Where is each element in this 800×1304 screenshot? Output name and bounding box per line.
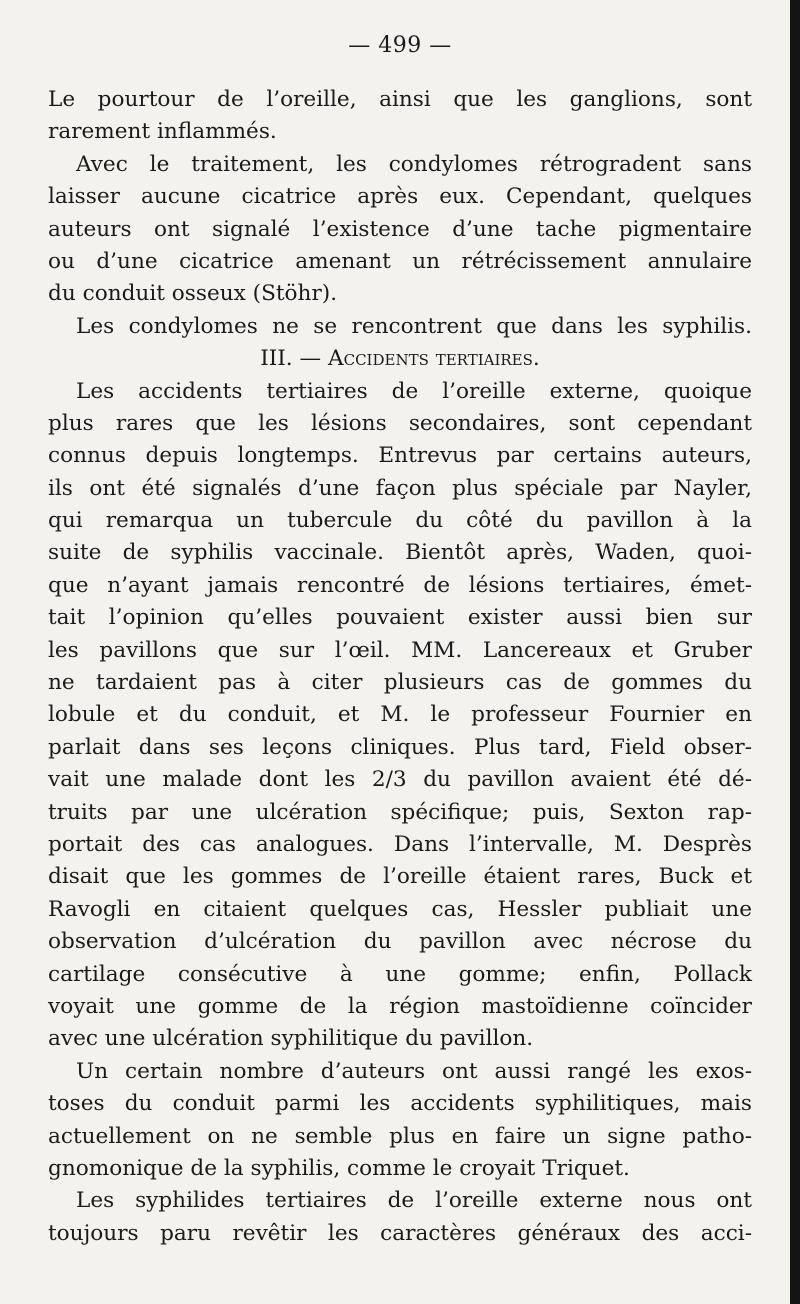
page-edge-shadow [790,0,800,1304]
text-line: Le pourtour de l’oreille, ainsi que les ganglions, sont [48,87,752,112]
text-line: ou d’une cicatrice amenant un rétrécissement annulaire [48,248,752,274]
text-line: ne tardaient pas à citer plusieurs cas de gommes du [48,670,752,696]
text-line: vait une malade dont les 2/3 du pavillon avaient été dé- [48,767,752,793]
text-line: auteurs ont signalé l’existence d’une tache pigmentaire [48,216,752,242]
body-text [48,84,752,1250]
text-line: rarement inflammés. [48,119,277,145]
text-line: lobule et du conduit, et M. le professeur Fournier en [48,702,752,728]
text-line: du conduit osseux (Stöhr). [48,281,338,307]
text-line: truits par une ulcération spécifique; puis, Sexton rap- [48,799,752,825]
text-line: suite de syphilis vaccinale. Bientôt après, Waden, quoi- [48,540,752,566]
text-line: tait l’opinion qu’elles pouvaient exister aussi bien sur [48,605,752,631]
text-line: toujours paru revêtir les caractères généraux des acci- [48,1220,752,1246]
text-line: Les condylomes ne se rencontrent que dans les syphilis. [76,313,752,339]
text-line: les pavillons que sur l’œil. MM. Lancereaux et Gruber [48,637,752,663]
text-line: disait que les gommes de l’oreille étaient rares, Buck et [48,864,752,890]
text-line: actuellement on ne semble plus en faire un signe patho- [48,1123,752,1149]
text-line: portait des cas analogues. Dans l’intervalle, M. Desprès [48,831,752,857]
text-line: parlait dans ses leçons cliniques. Plus tard, Field obser- [48,734,752,760]
text-line: observation d’ulcération du pavillon avec nécrose du [48,929,752,955]
text-line: Un certain nombre d’auteurs ont aussi rangé les exos- [76,1058,752,1084]
text-line: cartilage consécutive à une gomme; enfin, Pollack [48,961,752,987]
text-line: Les syphilides tertiaires de l’oreille externe nous ont [76,1188,752,1214]
text-line: que n’ayant jamais rencontré de lésions tertiaires, émet- [48,572,752,598]
text-line: avec une ulcération syphilitique du pavillon. [48,1026,534,1052]
text-line: ils ont été signalés d’une façon plus spéciale par Nayler, [48,475,752,501]
text-line: Avec le traitement, les condylomes rétrogradent sans [76,151,752,177]
text-line: laisser aucune cicatrice après eux. Cependant, quelques [48,184,752,210]
text-line: toses du conduit parmi les accidents syphilitiques, mais [48,1091,752,1117]
section-heading: III. — Accidents tertiaires. [260,346,540,372]
text-line: connus depuis longtemps. Entrevus par certains auteurs, [48,443,752,469]
text-line: Les accidents tertiaires de l’oreille externe, quoique [76,378,752,404]
text-line: Ravogli en citaient quelques cas, Hessler publiait une [48,896,752,922]
text-line: gnomonique de la syphilis, comme le croyait Triquet. [48,1155,630,1181]
page-number: — 499 — [348,33,452,58]
text-line: qui remarqua un tubercule du côté du pavillon à la [48,508,752,534]
text-line: plus rares que les lésions secondaires, sont cependant [48,410,752,436]
text-line: voyait une gomme de la région mastoïdienne coïncider [48,993,752,1019]
